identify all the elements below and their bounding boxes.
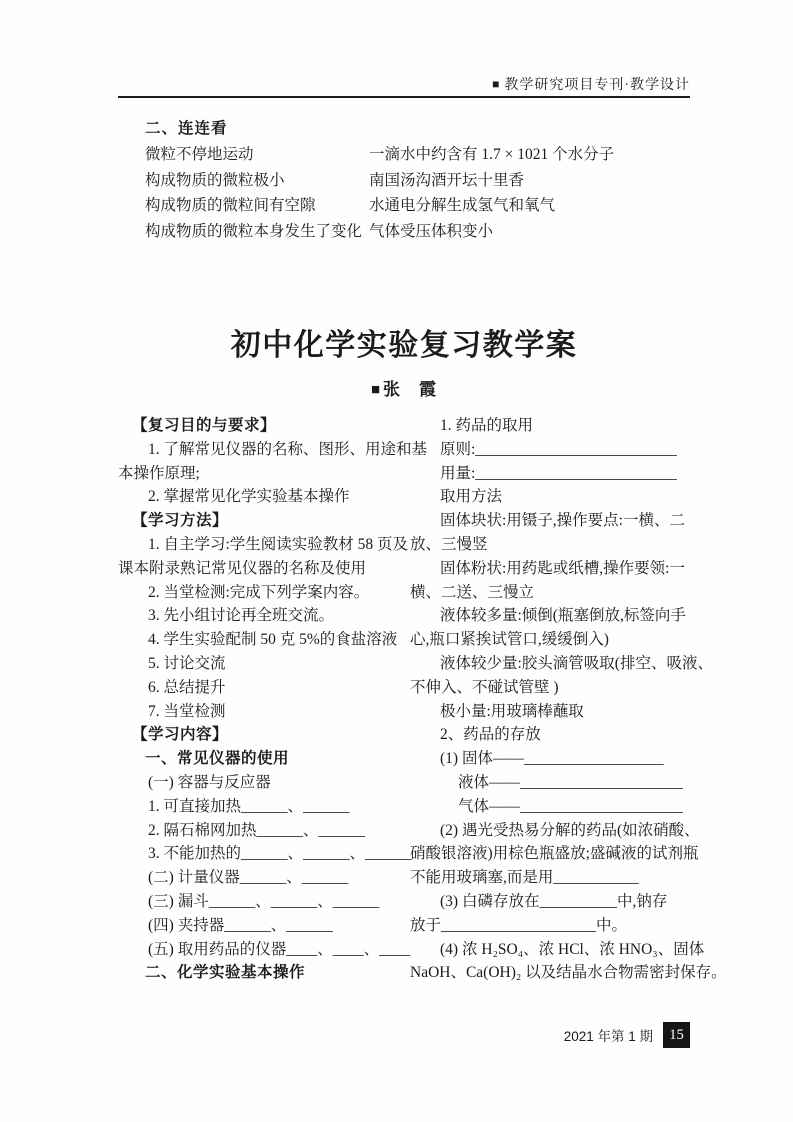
text-line: 硝酸银溶液)用棕色瓶盛放;盛碱液的试剂瓶	[410, 845, 699, 863]
matching-row	[145, 168, 690, 194]
text-line: 1. 自主学习:学生阅读实验教材 58 页及	[148, 535, 409, 553]
text-line: 3. 先小组讨论再全班交流。	[148, 607, 335, 625]
matching-rows	[145, 142, 690, 244]
text-line: 液体——_____________________	[458, 773, 683, 791]
page-footer	[564, 1021, 690, 1048]
text-line: 放、三慢竖	[410, 535, 488, 553]
text-line: 固体粉状:用药匙或纸槽,操作要领:一	[440, 559, 685, 577]
text-line: 原则:__________________________	[440, 440, 677, 458]
text-line: (4) 浓 H₂SO₄、浓 HCl、浓 HNO₃、固体	[440, 940, 705, 958]
journal-header	[118, 74, 690, 94]
text-line: 【学习内容】	[132, 726, 229, 744]
matching-left-item: 微粒不停地运动	[145, 146, 254, 163]
text-line: 【学习方法】	[132, 512, 229, 530]
text-line: 不伸入、不碰试管壁 )	[410, 678, 559, 696]
text-line: 取用方法	[440, 488, 503, 506]
matching-right-item: 一滴水中约含有 1.7 × 1021 个水分子	[369, 146, 615, 163]
text-line: 2、药品的存放	[440, 726, 541, 744]
text-line: 2. 掌握常见化学实验基本操作	[148, 488, 350, 506]
matching-heading: 二、连连看	[145, 120, 228, 137]
text-line: 用量:__________________________	[440, 464, 677, 482]
text-line: 气体——_____________________	[458, 797, 683, 815]
matching-row	[145, 219, 690, 245]
text-line: 2. 当堂检测:完成下列学案内容。	[148, 583, 370, 601]
author-name: 张 霞	[383, 380, 438, 399]
right-column	[410, 414, 727, 985]
text-line: 1. 可直接加热______、______	[148, 797, 350, 815]
text-line: 心,瓶口紧挨试管口,缓缓倒入)	[410, 631, 609, 649]
matching-row	[145, 193, 690, 219]
matching-left-item: 构成物质的微粒本身发生了变化	[145, 222, 363, 240]
text-line: (三) 漏斗______、______、______	[148, 892, 380, 910]
matching-right-item: 水通电分解生成氢气和氧气	[369, 197, 556, 215]
text-line: 2. 隔石棉网加热______、______	[148, 821, 366, 839]
text-line: (二) 计量仪器______、______	[148, 869, 349, 887]
page-number-badge: 15	[663, 1022, 690, 1048]
article-author	[118, 375, 690, 400]
text-line: 【复习目的与要求】	[132, 417, 277, 434]
matching-left-item: 构成物质的微粒极小	[145, 171, 285, 189]
text-line: 固体块状:用镊子,操作要点:一横、二	[440, 512, 685, 530]
text-line: 1. 药品的取用	[440, 417, 534, 434]
text-line: 6. 总结提升	[148, 678, 226, 696]
article-title: 初中化学实验复习教学案	[230, 329, 578, 362]
text-line: 横、二送、三慢立	[410, 583, 535, 601]
text-line: 不能用玻璃塞,而是用___________	[410, 869, 639, 887]
author-square-icon: ■	[370, 381, 382, 398]
text-line: 一、常见仪器的使用	[145, 750, 290, 768]
text-line: (一) 容器与反应器	[148, 773, 271, 791]
header-rule	[118, 96, 690, 98]
text-line: NaOH、Ca(OH)₂ 以及结晶水合物需密封保存。	[410, 964, 727, 982]
text-line: 放于____________________中。	[410, 916, 628, 934]
article-title-block	[118, 320, 690, 400]
matching-row	[145, 142, 690, 168]
matching-left-item: 构成物质的微粒间有空隙	[145, 197, 316, 215]
text-line: 4. 学生实验配制 50 克 5%的食盐溶液	[148, 631, 398, 649]
text-line: 7. 当堂检测	[148, 702, 226, 720]
text-line: 液体较少量:胶头滴管吸取(排空、吸液、	[440, 654, 713, 672]
text-line: (四) 夹持器______、______	[148, 916, 333, 934]
header-square-icon: ■	[492, 77, 501, 91]
header-title: 教学研究项目专刊·教学设计	[504, 78, 690, 93]
text-line: 5. 讨论交流	[148, 654, 226, 672]
matching-right-item: 气体受压体积变小	[369, 222, 494, 240]
text-line: 3. 不能加热的______、______、______	[148, 845, 412, 863]
issue-label: 2021 年第 1 期	[563, 1028, 653, 1044]
text-line: 1. 了解常见仪器的名称、图形、用途和基	[148, 440, 428, 458]
text-line: 课本附录熟记常见仪器的名称及使用	[118, 559, 367, 577]
text-line: (1) 固体——__________________	[440, 750, 664, 768]
text-line: (五) 取用药品的仪器____、____、____	[148, 940, 411, 958]
text-line: 液体较多量:倾倒(瓶塞倒放,标签向手	[440, 607, 686, 625]
text-line: (2) 遇光受热易分解的药品(如浓硝酸、	[440, 821, 700, 839]
matching-right-item: 南国汤沟酒开坛十里香	[369, 171, 525, 189]
left-column	[118, 414, 428, 985]
text-line: 本操作原理;	[118, 464, 200, 482]
matching-section	[145, 116, 690, 244]
text-line: 极小量:用玻璃棒蘸取	[440, 702, 584, 720]
text-line: (3) 白磷存放在__________中,钠存	[440, 892, 668, 910]
text-line: 二、化学实验基本操作	[145, 964, 306, 982]
